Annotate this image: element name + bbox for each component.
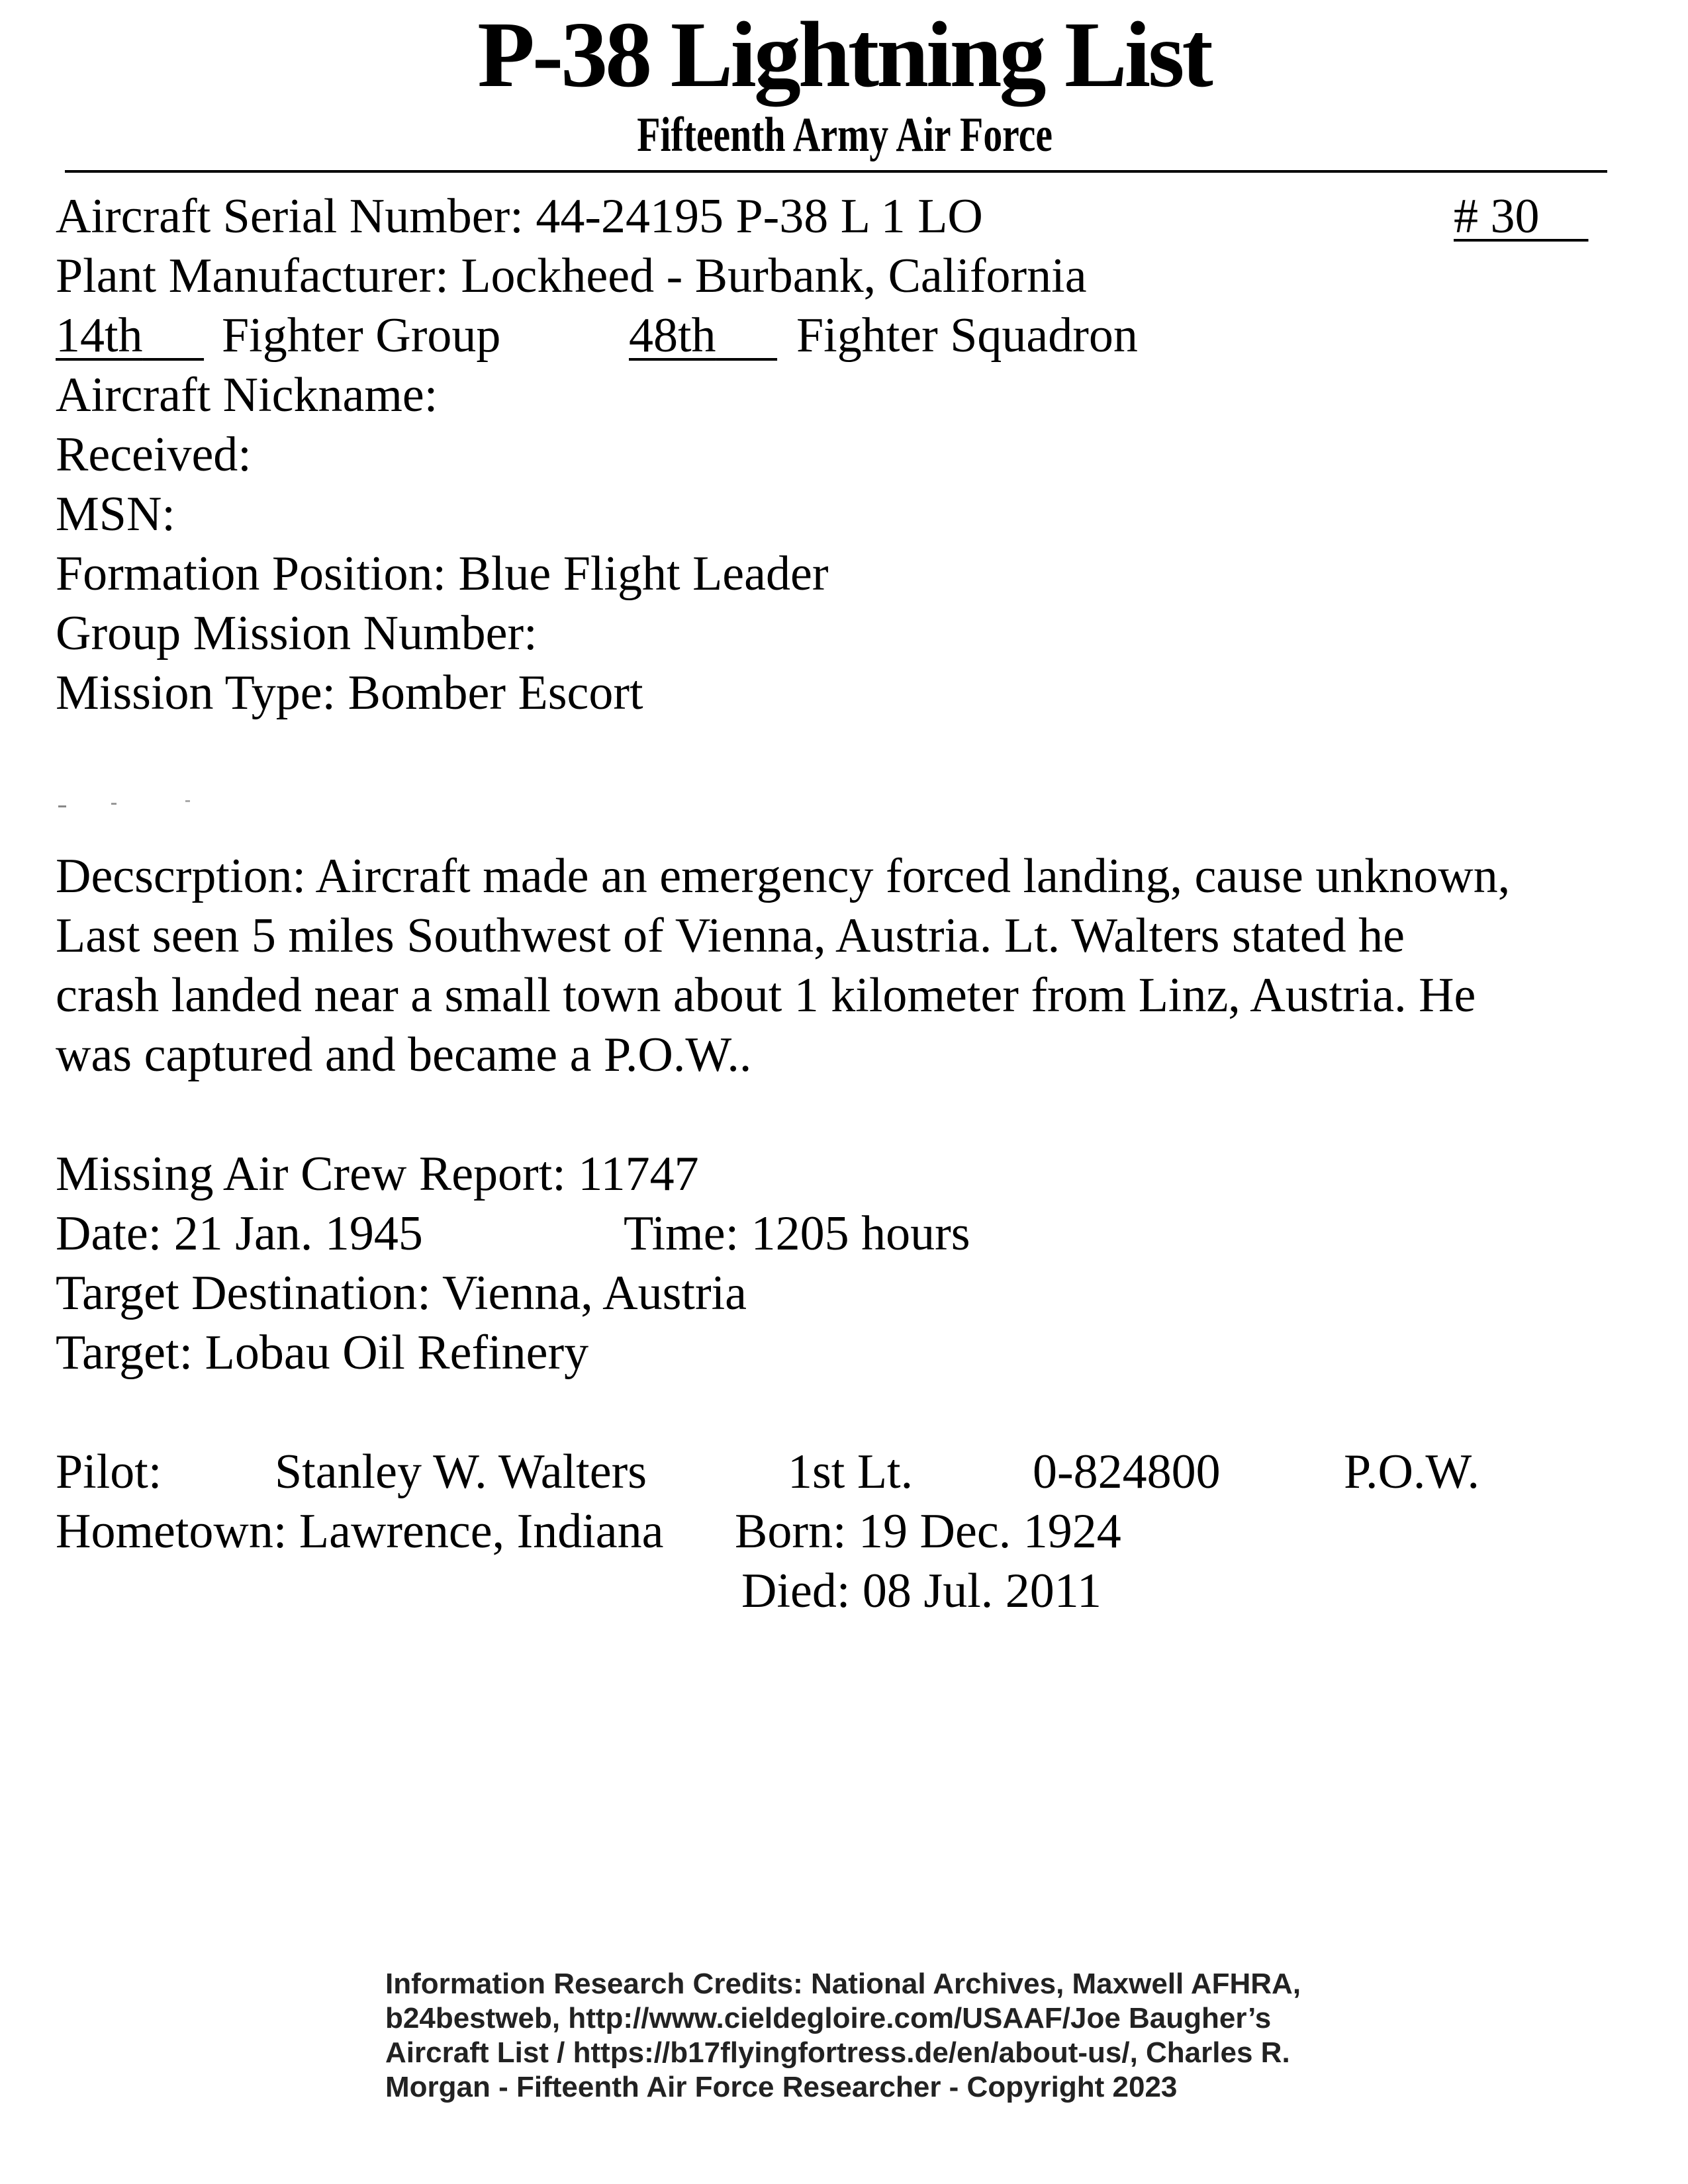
manufacturer-line: Plant Manufacturer: Lockheed - Burbank, California — [56, 249, 1087, 303]
pilot-name: Stanley W. Walters — [275, 1445, 647, 1499]
pilot-status: P.O.W. — [1344, 1445, 1479, 1499]
target-line: Target: Lobau Oil Refinery — [56, 1326, 589, 1380]
group-mission-line: Group Mission Number: — [56, 606, 538, 660]
description-line: was captured and became a P.O.W.. — [56, 1028, 752, 1082]
header-divider — [65, 170, 1607, 173]
died-line: Died: 08 Jul. 2011 — [741, 1564, 1102, 1618]
fighter-group-label: Fighter Group — [222, 308, 501, 363]
msn-line: MSN: — [56, 487, 175, 541]
pilot-label: Pilot: — [56, 1445, 162, 1499]
date-line: Date: 21 Jan. 1945 — [56, 1206, 423, 1261]
fighter-squadron-number-text: 48th — [629, 308, 716, 363]
pilot-serial-number: 0-824800 — [1033, 1445, 1221, 1499]
description-line: Decscrption: Aircraft made an emergency forced landing, cause unknown, — [56, 849, 1511, 903]
macr-line: Missing Air Crew Report: 11747 — [56, 1147, 699, 1201]
received-line: Received: — [56, 428, 252, 482]
mission-type-line: Mission Type: Bomber Escort — [56, 666, 643, 720]
fighter-group-number — [56, 308, 204, 364]
pilot-rank: 1st Lt. — [788, 1445, 914, 1499]
credits-line: Aircraft List / https://b17flyingfortress.de/en/about-us/, Charles R. — [385, 2036, 1290, 2069]
born-line: Born: 19 Dec. 1924 — [735, 1504, 1121, 1559]
fighter-squadron-number — [629, 308, 777, 364]
fighter-group-number-text: 14th — [56, 308, 143, 363]
time-line: Time: 1205 hours — [624, 1206, 970, 1261]
credits-line: b24bestweb, http://www.cieldegloire.com/USAAF/Joe Baugher’s — [385, 2002, 1272, 2034]
page-subtitle: Fifteenth Army Air Force — [637, 108, 1053, 162]
nickname-line: Aircraft Nickname: — [56, 368, 438, 422]
fighter-squadron-label: Fighter Squadron — [796, 308, 1138, 363]
description-line: Last seen 5 miles Southwest of Vienna, Austria. Lt. Walters stated he — [56, 909, 1405, 963]
list-number — [1454, 189, 1589, 245]
formation-position-line: Formation Position: Blue Flight Leader — [56, 547, 829, 601]
page-title: P-38 Lightning List — [477, 2, 1211, 107]
credits-line: Information Research Credits: National Archives, Maxwell AFHRA, — [385, 1968, 1301, 2000]
scan-specks — [53, 797, 199, 811]
hometown-line: Hometown: Lawrence, Indiana — [56, 1504, 664, 1559]
list-number-text: # 30 — [1454, 189, 1540, 244]
credits-line: Morgan - Fifteenth Air Force Researcher - Copyright 2023 — [385, 2071, 1178, 2103]
aircraft-serial-line: Aircraft Serial Number: 44-24195 P-38 L 1 LO — [56, 189, 983, 244]
target-destination-line: Target Destination: Vienna, Austria — [56, 1266, 747, 1320]
research-credits — [385, 1967, 1301, 2105]
description-line: crash landed near a small town about 1 kilometer from Linz, Austria. He — [56, 968, 1476, 1023]
